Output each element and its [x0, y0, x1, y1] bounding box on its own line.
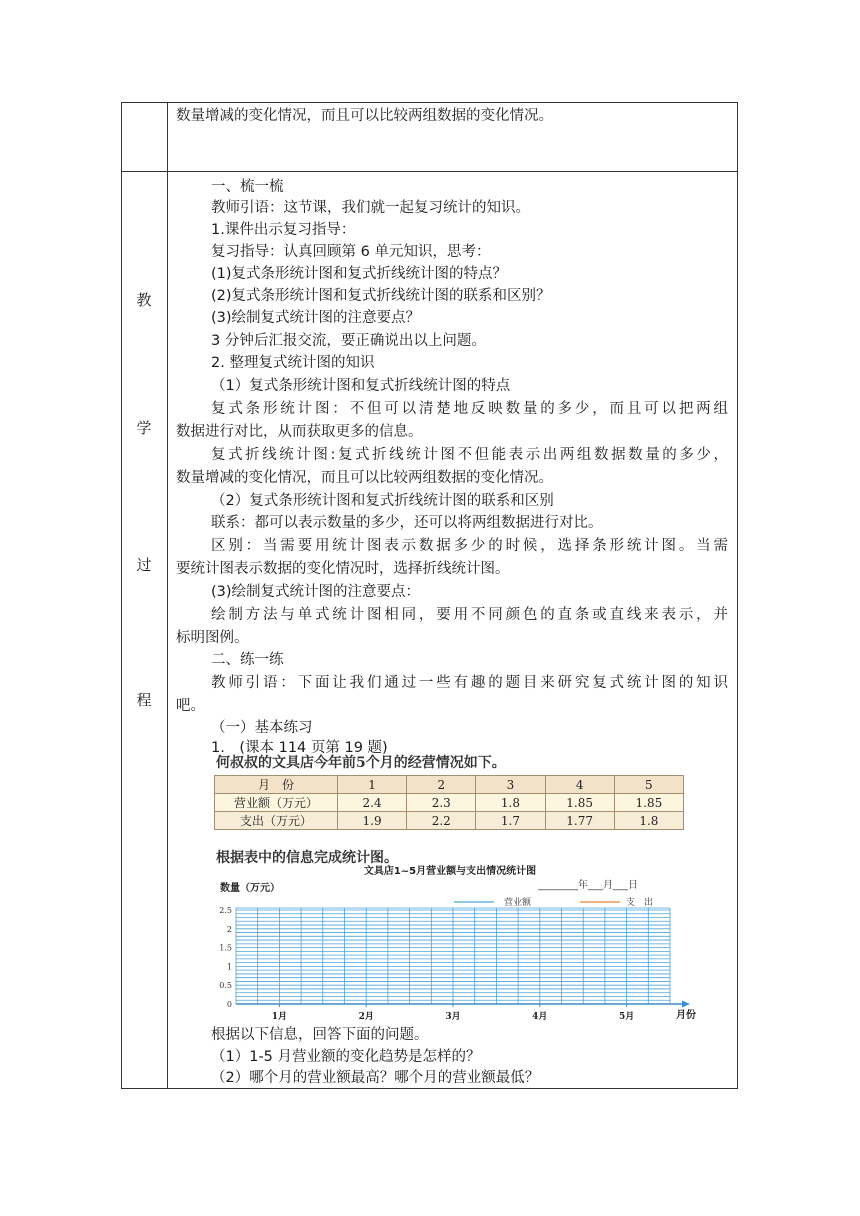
text-line: 绘制方法与单式统计图相同，要用不同颜色的直条或直线来表示，并: [211, 607, 728, 623]
text-line: (1)复式条形统计图和复式折线统计图的特点？: [211, 266, 508, 282]
x-tick-label: 3月: [445, 1012, 461, 1022]
y-axis-label: 数量（万元）: [220, 883, 280, 894]
legend-label-2: 支 出: [626, 898, 654, 908]
column-divider: [167, 102, 168, 1089]
legend-label-1: 营业额: [504, 898, 532, 908]
chart-svg: [198, 862, 703, 1026]
text-line: 复式条形统计图：不但可以清楚地反映数量的多少，而且可以把两组: [211, 401, 728, 417]
text-line: （1）复式条形统计图和复式折线统计图的特点: [211, 378, 511, 394]
x-tick-label: 2月: [358, 1012, 374, 1022]
y-tick-label: 0.5: [219, 981, 232, 991]
text-line: 2. 整理复式统计图的知识: [211, 355, 375, 371]
text-line: （2）复式条形统计图和复式折线统计图的联系和区别: [211, 493, 554, 509]
table-cell: 1.77: [545, 812, 614, 830]
text-line: 1.课件出示复习指导：: [211, 222, 356, 238]
text-line: 复式折线统计图:复式折线统计图不但能表示出两组数据数量的多少，: [211, 447, 728, 463]
table-cell: 2: [407, 776, 476, 794]
text-line: (3)绘制复式统计图的注意要点：: [211, 584, 421, 600]
text-line: 数据进行对比，从而获取更多的信息。: [176, 424, 423, 440]
y-tick-label: 2: [226, 924, 232, 934]
row-divider: [121, 171, 738, 172]
table-cell: 1.7: [476, 812, 545, 830]
data-table: [214, 775, 684, 830]
text-line: 教师引语：下面让我们通过一些有趣的题目来研究复式统计图的知识: [211, 675, 728, 691]
top-row-text: 数量增减的变化情况，而且可以比较两组数据的变化情况。: [176, 108, 553, 124]
table-cell: 4: [545, 776, 614, 794]
chart-grid: [236, 908, 690, 1008]
date-line: ________年___月___日: [538, 880, 638, 891]
text-line: 吧。: [176, 698, 205, 714]
text-line: 标明图例。: [176, 630, 249, 646]
text-line: 复习指导：认真回顾第 6 单元知识，思考：: [211, 244, 491, 260]
text-line: 根据以下信息，回答下面的问题。: [211, 1027, 429, 1043]
x-labels: [272, 1004, 634, 1022]
side-label-char: 过: [136, 556, 152, 574]
table-row: [215, 794, 684, 812]
table-cell: 2.3: [407, 794, 476, 812]
table-cell: 月 份: [215, 776, 338, 794]
table-cell: 营业额（万元）: [215, 794, 338, 812]
y-tick-label: 0: [226, 1000, 232, 1009]
x-tick-label: 1月: [271, 1012, 288, 1022]
table-row: [215, 812, 684, 830]
table-cell: 1: [338, 776, 407, 794]
table-cell: 1.8: [476, 794, 545, 812]
side-label-char: 教: [136, 291, 152, 309]
text-line: 区别：当需要用统计图表示数据多少的时候，选择条形统计图。当需: [211, 538, 728, 554]
table-cell: 1.8: [614, 812, 683, 830]
table-header-row: [215, 776, 684, 794]
text-line: 要统计图表示数据的变化情况时，选择折线统计图。: [176, 561, 510, 577]
table-cell: 1.9: [338, 812, 407, 830]
text-line: （一）基本练习: [211, 720, 313, 736]
table-cell: 2.2: [407, 812, 476, 830]
table-cell: 2.4: [338, 794, 407, 812]
section-heading: 一、梳一梳: [211, 179, 284, 195]
table-cell: 1.85: [545, 794, 614, 812]
table-cell: 1.85: [614, 794, 683, 812]
section-heading: 二、练一练: [211, 652, 284, 668]
text-line: （1）1-5 月营业额的变化趋势是怎样的？: [211, 1049, 481, 1065]
table-cell: 5: [614, 776, 683, 794]
side-label-char: 学: [136, 419, 152, 437]
text-line: 1. (课本 114 页第 19 题): [211, 740, 388, 756]
figure-instruction: 根据表中的信息完成统计图。: [216, 850, 398, 866]
line-chart: [198, 862, 703, 1026]
chart-title: 文具店1~5月营业额与支出情况统计图: [363, 866, 537, 877]
text-line: 教师引语：这节课，我们就一起复习统计的知识。: [211, 200, 530, 216]
table-cell: 3: [476, 776, 545, 794]
text-line: 3 分钟后汇报交流，要正确说出以上问题。: [211, 333, 486, 349]
text-line: （2）哪个月的营业额最高？哪个月的营业额最低？: [211, 1070, 540, 1086]
figure-intro: 何叔叔的文具店今年前5个月的经营情况如下。: [216, 755, 506, 771]
side-label-char: 程: [136, 691, 152, 709]
text-line: 数量增减的变化情况，而且可以比较两组数据的变化情况。: [176, 470, 553, 486]
x-tick-label: 4月: [532, 1012, 548, 1022]
x-tick-label: 5月: [618, 1012, 635, 1022]
text-line: 联系：都可以表示数量的多少，还可以将两组数据进行对比。: [211, 515, 603, 531]
y-tick-label: 1: [226, 962, 232, 972]
x-axis-arrow: [682, 1001, 690, 1008]
text-line: (3)绘制复式统计图的注意要点？: [211, 310, 421, 326]
y-tick-label: 1.5: [219, 943, 232, 953]
x-axis-label: 月份: [676, 1010, 696, 1021]
table-cell: 支出（万元）: [215, 812, 338, 830]
y-ticks: [219, 906, 232, 1009]
text-line: (2)复式条形统计图和复式折线统计图的联系和区别？: [211, 288, 551, 304]
y-tick-label: 2.5: [219, 906, 232, 915]
